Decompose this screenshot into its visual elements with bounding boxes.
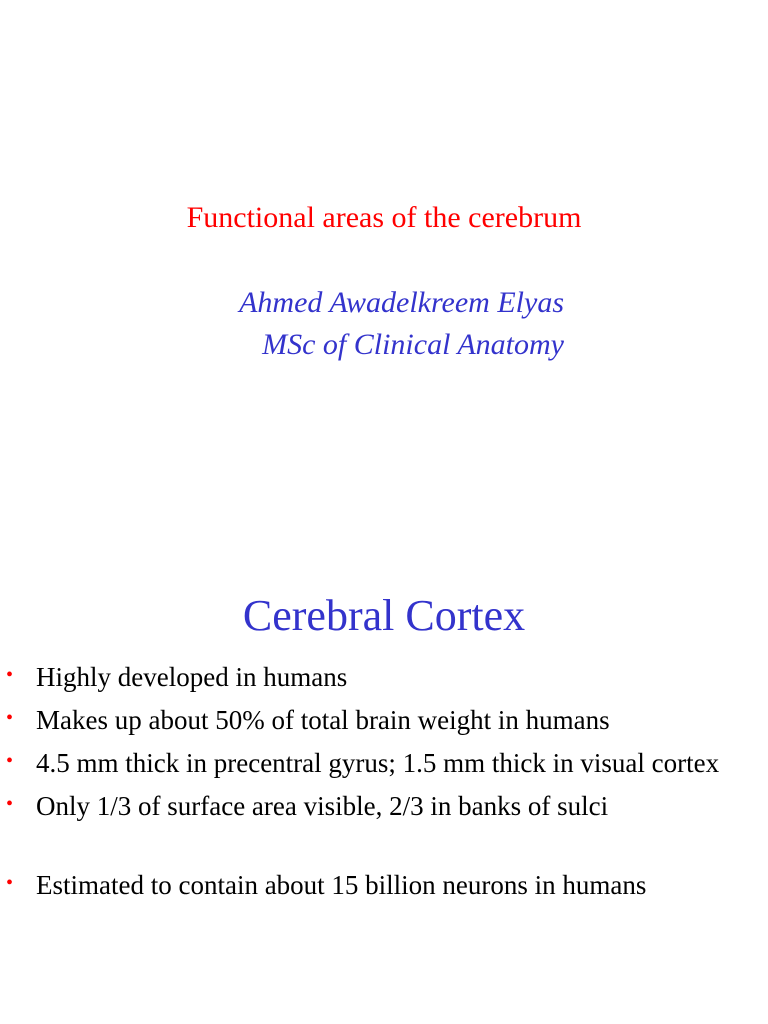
bullet-text: Estimated to contain about 15 billion neurons in humans <box>36 870 647 900</box>
bullet-marker-icon: • <box>6 750 14 772</box>
bullet-marker-icon: • <box>6 707 14 729</box>
bullet-item <box>0 746 740 781</box>
bullet-text: 4.5 mm thick in precentral gyrus; 1.5 mm thick in visual cortex <box>36 748 720 778</box>
bullet-text: Highly developed in humans <box>36 662 348 692</box>
bullet-item <box>0 789 740 824</box>
bullet-marker-icon: • <box>6 793 14 815</box>
bullet-item <box>0 703 740 738</box>
author-name: Ahmed Awadelkreem Elyas <box>239 286 564 319</box>
bullet-marker-icon: • <box>6 872 14 894</box>
bullet-text: Makes up about 50% of total brain weight in humans <box>36 705 610 735</box>
slide-title: Cerebral Cortex <box>242 591 526 640</box>
bullet-item <box>0 868 740 903</box>
bullet-list <box>0 660 740 911</box>
content-slide <box>0 512 768 1024</box>
author-block <box>180 282 564 366</box>
deck-title: Functional areas of the cerebrum <box>186 201 582 234</box>
bullet-text: Only 1/3 of surface area visible, 2/3 in banks of sulci <box>36 791 609 821</box>
bullet-item <box>0 660 740 695</box>
author-degree: MSc of Clinical Anatomy <box>262 328 564 361</box>
bullet-marker-icon: • <box>6 664 14 686</box>
